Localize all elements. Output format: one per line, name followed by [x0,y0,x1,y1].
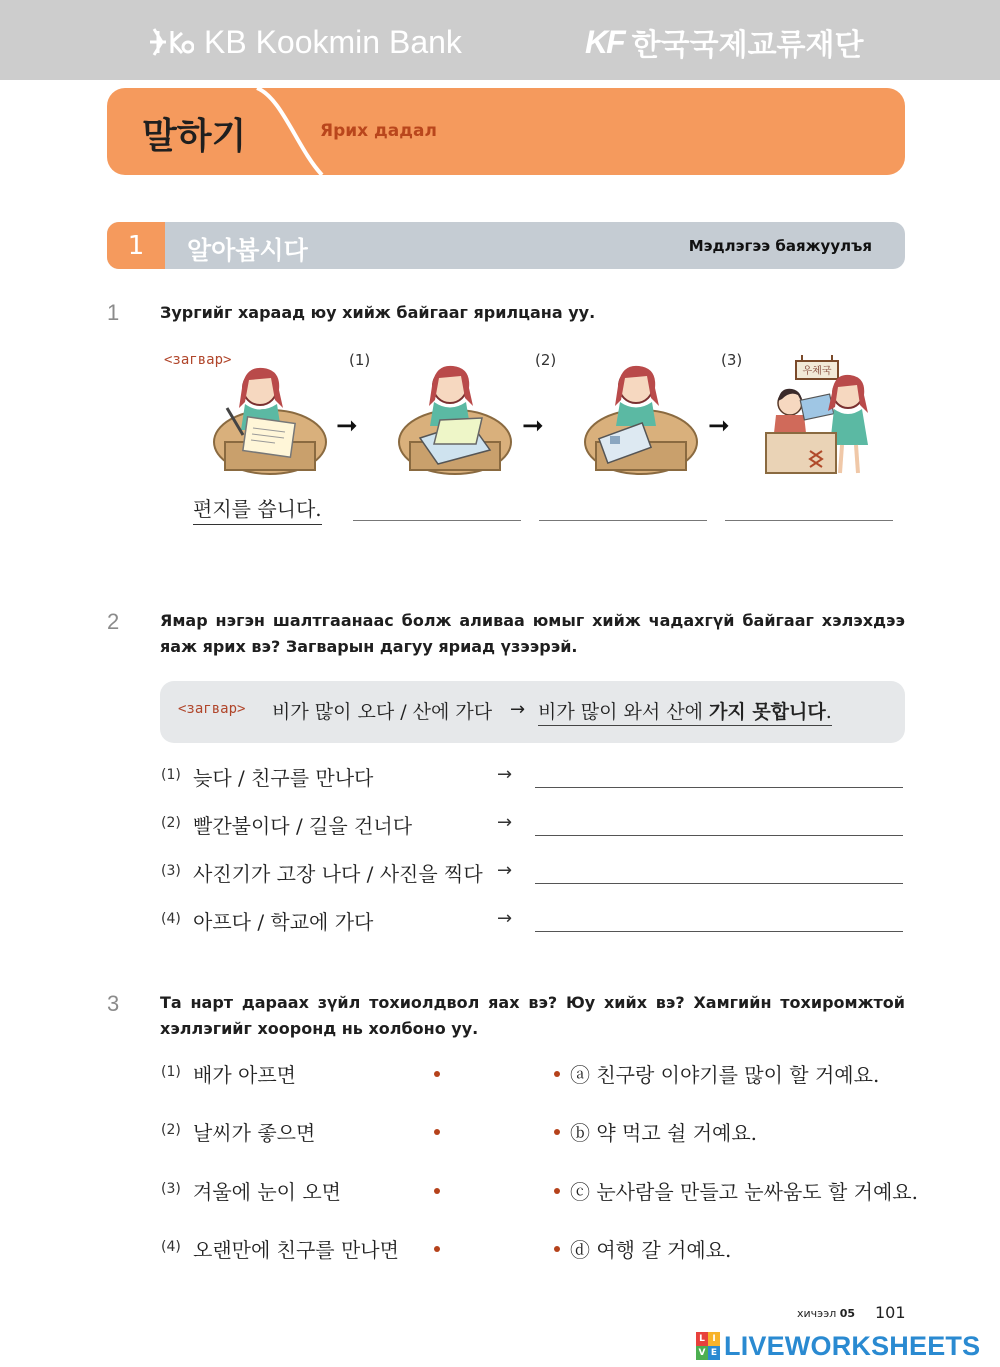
footer-lesson-number: 05 [839,1307,856,1320]
post-office-counter-illustration [762,355,892,480]
frame-label-3: (3) [721,351,743,369]
liveworksheets-text: LIVEWORKSHEETS [724,1330,981,1361]
q2-item-4-answer-line[interactable] [535,931,903,932]
footer-lesson [797,1307,855,1320]
example-prompt: 비가 많이 오다 / 산에 가다 [272,701,493,723]
q2-item-2-answer-line[interactable] [535,835,903,836]
q3-left-2-number: (2) [161,1122,181,1138]
example-answer-end: . [825,701,832,723]
lw-letter-i: I [708,1332,720,1346]
sequence-arrow-3: ➞ [708,411,730,441]
q2-item-4-number: (4) [161,911,181,927]
q3-left-2-connector-dot[interactable] [434,1129,440,1135]
q2-item-3-answer-line[interactable] [535,883,903,884]
q2-item-2-number: (2) [161,815,181,831]
q2-item-3-text: 사진기가 고장 나다 / 사진을 찍다 [193,862,483,886]
post-office-sign: 우체국 [802,366,832,377]
question-1-number: 1 [107,300,120,325]
q2-item-1-text: 늦다 / 친구를 만나다 [193,766,374,790]
q2-item-1-answer-line[interactable] [535,787,903,788]
lesson-title: 말하기 [142,116,247,157]
question-3-instruction: Та нарт дараах зүйл тохиолдвол яах вэ? Юу хийх вэ? Хамгийн тохиромжтой хэллэгийг хооронд нь холбоно уу. [160,993,905,1038]
example-arrow: → [510,699,526,720]
kb-kookmin-logo [148,22,488,62]
page-number: 101 [875,1303,906,1322]
kb-logo-text: KB Kookmin Bank [204,23,462,60]
q3-right-d-text: ⓓ 여행 갈 거예요. [570,1238,732,1262]
q2-item-4-text: 아프다 / 학교에 가다 [193,910,374,934]
q3-left-2-text: 날씨가 좋으면 [193,1121,316,1145]
q2-item-3-number: (3) [161,863,181,879]
q2-item-2-text: 빨간불이다 / 길을 건너다 [193,814,413,838]
kf-foundation-logo [585,22,865,62]
section-title: 알아봅시다 [187,236,308,265]
section-subtitle: Мэдлэгээ баяжуулъя [688,237,872,255]
lw-letter-v: V [696,1346,708,1360]
q3-left-1-text: 배가 아프면 [193,1063,296,1087]
q2-item-2-arrow: → [497,812,513,833]
liveworksheets-logo[interactable] [696,1330,980,1362]
question-1-instruction: Зургийг хараад юу хийж байгааг ярилцана уу. [160,303,596,322]
answer-blank-2[interactable] [539,520,707,521]
example-answer-sentence [538,697,832,726]
frame-label-2: (2) [535,351,557,369]
answer-blank-3[interactable] [725,520,893,521]
sequence-arrow-2: ➞ [522,411,544,441]
lw-letter-e: E [708,1346,720,1360]
sponsor-bar [0,0,1000,80]
girl-with-envelope-illustration [576,360,706,485]
example-answer: 편지를 씁니다. [193,493,322,525]
q3-right-a-connector-dot[interactable] [554,1071,560,1077]
lesson-subtitle: Ярих дадал [320,121,437,141]
example-box [160,681,905,743]
example-answer-bold: 가지 못합니다 [709,701,826,723]
q3-right-a-text: ⓐ 친구랑 이야기를 많이 할 거예요. [570,1063,880,1087]
q3-left-4-number: (4) [161,1239,181,1255]
kf-name: 한국국제교류재단 [631,28,864,63]
lw-letter-l: L [696,1332,708,1346]
q2-item-1-number: (1) [161,767,181,783]
q2-item-3-arrow: → [497,860,513,881]
footer-lesson-label: хичээл [797,1307,837,1320]
q2-item-1-arrow: → [497,764,513,785]
q3-left-4-connector-dot[interactable] [434,1246,440,1252]
q3-left-1-number: (1) [161,1064,181,1080]
kb-star-icon [148,25,194,59]
example-tag: <загвар> [178,701,246,717]
frame-label-1: (1) [349,351,371,369]
girl-folding-letter-illustration [390,360,520,485]
q3-left-3-connector-dot[interactable] [434,1188,440,1194]
example-answer-plain: 비가 많이 와서 산에 [538,701,709,723]
kf-mark: KF [585,23,624,60]
sequence-arrow-1: ➞ [336,411,358,441]
q3-right-b-connector-dot[interactable] [554,1129,560,1135]
q2-item-4-arrow: → [497,908,513,929]
question-2-number: 2 [107,609,120,634]
q3-left-3-number: (3) [161,1181,181,1197]
question-2-instruction: Ямар нэгэн шалтгаанаас болж аливаа юмыг хийж чадахгүй байгааг хэлэхдээ яаж ярих вэ? Загварын дагуу яриад үзээрэй. [160,611,905,656]
answer-blank-1[interactable] [353,520,521,521]
q3-right-c-text: ⓒ 눈사람을 만들고 눈싸움도 할 거예요. [570,1180,918,1204]
q3-left-4-text: 오랜만에 친구를 만나면 [193,1238,399,1262]
example-label: <загвар> [164,352,232,368]
q3-right-c-connector-dot[interactable] [554,1188,560,1194]
girl-writing-letter-illustration [205,360,335,485]
q3-left-3-text: 겨울에 눈이 오면 [193,1180,341,1204]
q3-right-b-text: ⓑ 약 먹고 쉴 거예요. [570,1121,758,1145]
q3-right-d-connector-dot[interactable] [554,1246,560,1252]
lesson-header [107,88,905,175]
liveworksheets-icon [696,1332,720,1360]
section-header [107,222,905,269]
q3-left-1-connector-dot[interactable] [434,1071,440,1077]
section-number: 1 [107,222,165,269]
question-3-number: 3 [107,991,120,1016]
